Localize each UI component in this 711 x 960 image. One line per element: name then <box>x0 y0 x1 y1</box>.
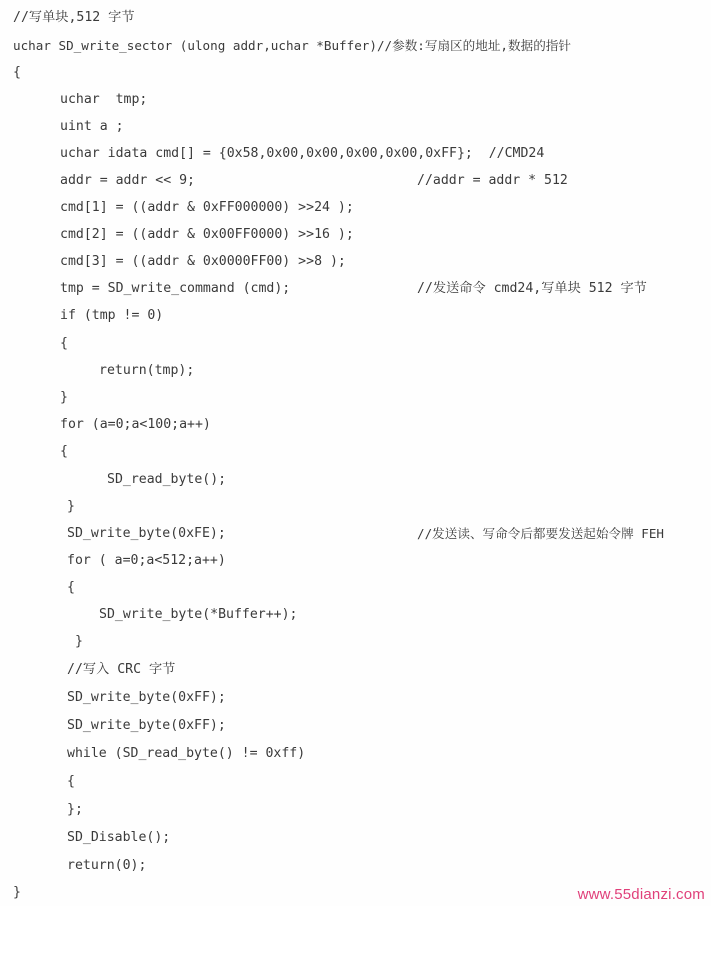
code-line <box>0 574 75 601</box>
code-text: addr = addr << 9; <box>60 173 195 188</box>
code-text: SD_write_byte(0xFF); <box>67 718 226 733</box>
code-text: { <box>67 774 75 789</box>
code-text: SD_write_byte(0xFF); <box>67 690 226 705</box>
code-line <box>0 628 83 655</box>
code-line <box>0 466 227 493</box>
code-line <box>0 221 354 248</box>
code-line <box>0 411 211 438</box>
code-text: tmp = SD_write_command (cmd); <box>60 281 291 296</box>
code-line <box>0 520 664 547</box>
code-line <box>0 32 571 59</box>
code-line <box>0 86 148 113</box>
code-line <box>0 852 147 879</box>
code-text: return(tmp); <box>99 363 195 378</box>
code-comment: //发送命令 cmd24,写单块 512 字节 <box>417 281 647 296</box>
code-line <box>0 493 75 520</box>
code-text: }; <box>67 802 83 817</box>
code-text: SD_write_byte(0xFE); <box>67 526 226 541</box>
code-line <box>0 768 75 795</box>
code-text: cmd[2] = ((addr & 0x00FF0000) >>16 ); <box>60 227 354 242</box>
code-line <box>0 357 195 384</box>
code-line <box>0 59 32 86</box>
code-line <box>0 194 354 221</box>
code-line <box>0 547 226 574</box>
code-text: //写单块,512 字节 <box>13 10 135 25</box>
code-text: } <box>13 885 21 900</box>
code-line <box>0 879 32 906</box>
code-text: uint a ; <box>60 119 124 134</box>
code-line <box>0 248 346 275</box>
code-text: if (tmp != 0) <box>60 308 164 323</box>
code-text: SD_write_byte(*Buffer++); <box>99 607 298 622</box>
code-line <box>0 796 83 823</box>
code-text: //写入 CRC 字节 <box>67 662 176 677</box>
code-text: for ( a=0;a<512;a++) <box>67 553 226 568</box>
code-comment: //addr = addr * 512 <box>417 173 568 188</box>
code-line <box>0 140 545 167</box>
code-text: uchar idata cmd[] = {0x58,0x00,0x00,0x00,0x00,0xFF}; //CMD24 <box>60 146 545 161</box>
code-text: SD_read_byte(); <box>107 472 227 487</box>
code-text: { <box>60 444 68 459</box>
code-line <box>0 275 647 302</box>
code-line <box>0 740 306 767</box>
code-text: } <box>60 390 68 405</box>
code-text: SD_Disable(); <box>67 830 171 845</box>
code-text: return(0); <box>67 858 147 873</box>
code-text: uchar SD_write_sector (ulong addr,uchar *Buffer)//参数:写扇区的地址,数据的指针 <box>13 38 571 53</box>
code-line <box>0 113 124 140</box>
code-text: { <box>60 336 68 351</box>
code-line <box>0 302 164 329</box>
code-line <box>0 4 135 31</box>
code-text: } <box>67 499 75 514</box>
code-line <box>0 656 176 683</box>
code-text: while (SD_read_byte() != 0xff) <box>67 746 306 761</box>
code-text: { <box>13 65 21 80</box>
code-line <box>0 712 226 739</box>
code-text: cmd[1] = ((addr & 0xFF000000) >>24 ); <box>60 200 354 215</box>
code-text: uchar tmp; <box>60 92 148 107</box>
code-line <box>0 330 68 357</box>
code-line <box>0 384 68 411</box>
code-line <box>0 438 68 465</box>
code-line <box>0 601 298 628</box>
code-text: { <box>67 580 75 595</box>
site-watermark: www.55dianzi.com <box>577 886 705 903</box>
code-text: cmd[3] = ((addr & 0x0000FF00) >>8 ); <box>60 254 346 269</box>
code-line <box>0 824 171 851</box>
code-text: } <box>75 634 83 649</box>
code-comment: //发送读、写命令后都要发送起始令牌 FEH <box>417 526 664 541</box>
code-line <box>0 684 226 711</box>
code-text: for (a=0;a<100;a++) <box>60 417 211 432</box>
code-line <box>0 167 568 194</box>
